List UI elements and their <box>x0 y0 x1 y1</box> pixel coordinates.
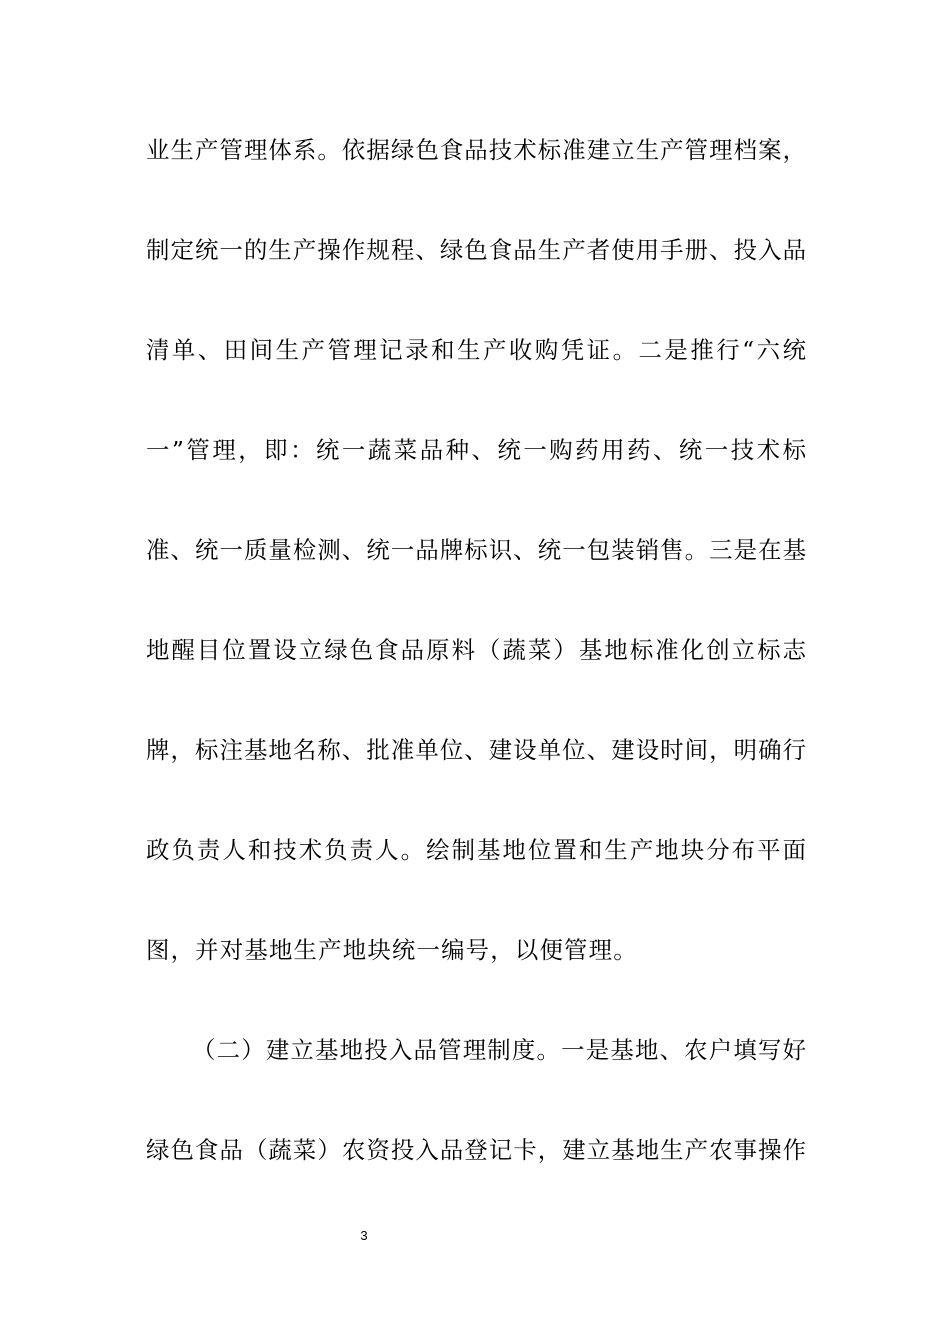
text-line: 图，并对基地生产地块统一编号，以便管理。 <box>146 936 638 964</box>
text-line: 政负责人和技术负责人。绘制基地位置和生产地块分布平面 <box>146 836 806 864</box>
text-line: 绿色食品（蔬菜）农资投入品登记卡，建立基地生产农事操作 <box>146 1136 806 1164</box>
page-number: 3 <box>360 1228 368 1243</box>
text-line: 地醒目位置设立绿色食品原料（蔬菜）基地标准化创立标志 <box>146 636 806 664</box>
paragraph-first-line: （二）建立基地投入品管理制度。一是基地、农户填写好 <box>192 1036 806 1064</box>
text-line: 准、统一质量检测、统一品牌标识、统一包装销售。三是在基 <box>146 536 806 564</box>
text-line: 制定统一的生产操作规程、绿色食品生产者使用手册、投入品 <box>146 236 806 264</box>
text-line: 牌，标注基地名称、批准单位、建设单位、建设时间，明确行 <box>146 736 806 764</box>
text-line: 清单、田间生产管理记录和生产收购凭证。二是推行“六统 <box>146 336 806 364</box>
text-line: 一”管理，即：统一蔬菜品种、统一购药用药、统一技术标 <box>146 436 806 464</box>
text-line: 业生产管理体系。依据绿色食品技术标准建立生产管理档案， <box>146 136 806 164</box>
body-text <box>146 128 806 1228</box>
